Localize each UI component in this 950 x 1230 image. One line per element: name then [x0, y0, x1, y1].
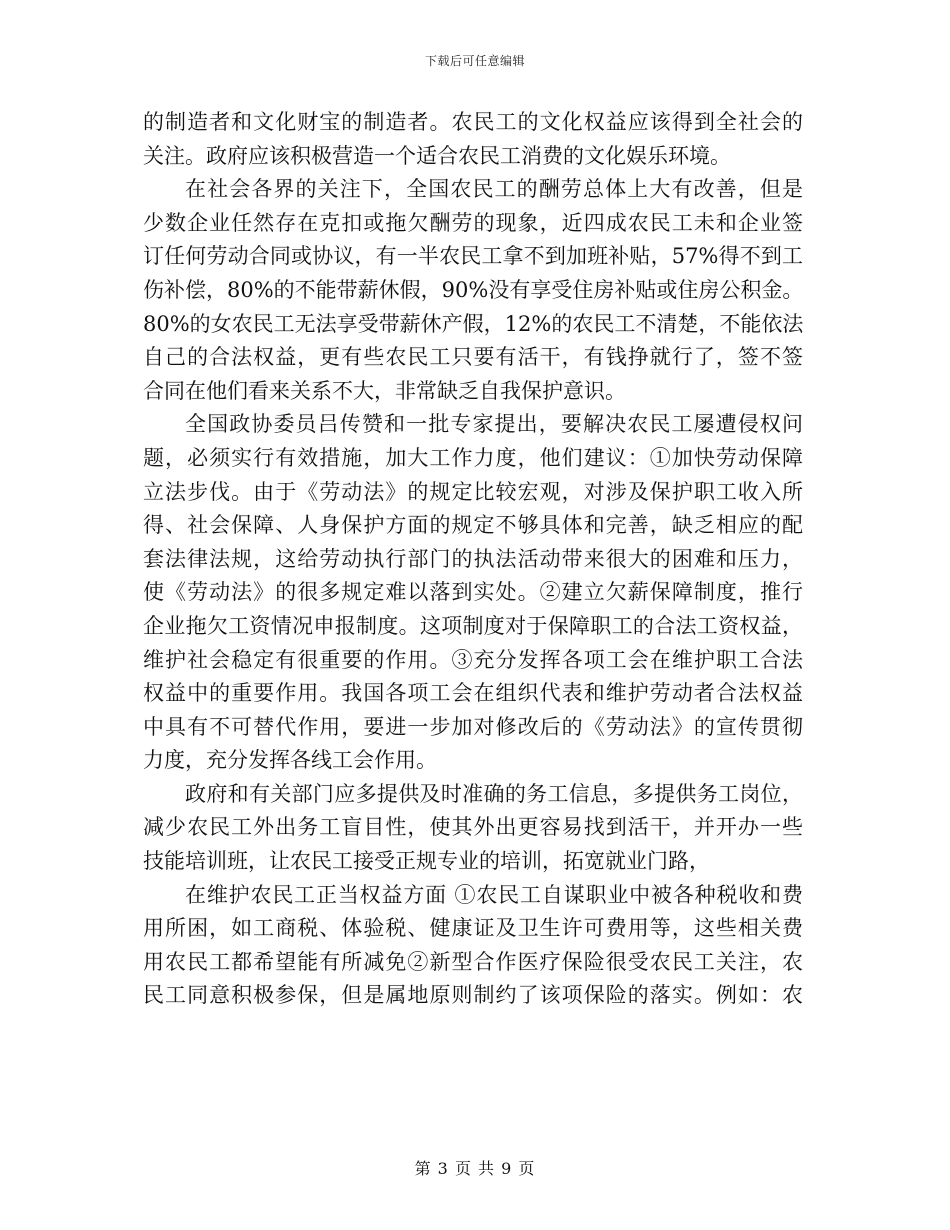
page-number: 第 3 页 共 9 页	[414, 1159, 536, 1178]
text-line: 合同在他们看来关系不大，非常缺乏自我保护意识。	[143, 378, 626, 403]
text-line: 订任何劳动合同或协议，有一半农民工拿不到加班补贴，57%得不到工	[143, 244, 803, 269]
text-line: 题，必须实行有效措施，加大工作力度，他们建议：①加快劳动保障	[143, 445, 803, 470]
text-line: 使《劳动法》的很多规定难以落到实处。②建立欠薪保障制度，推行	[143, 580, 803, 605]
text-line: 用农民工都希望能有所减免②新型合作医疗保险很受农民工关注，农	[143, 949, 803, 974]
text-line: 立法步伐。由于《劳动法》的规定比较宏观，对涉及保护职工收入所	[143, 479, 803, 504]
page-header: 下载后可任意编辑	[424, 54, 525, 68]
text-line: 技能培训班，让农民工接受正规专业的培训，拓宽就业门路，	[143, 849, 710, 874]
text-line: 中具有不可替代作用，要进一步加对修改后的《劳动法》的宣传贯彻	[143, 714, 803, 739]
text-line: 关注。政府应该积极营造一个适合农民工消费的文化娱乐环境。	[143, 143, 731, 168]
text-line: 的制造者和文化财宝的制造者。农民工的文化权益应该得到全社会的	[143, 110, 803, 134]
text-line: 得、社会保障、人身保护方面的规定不够具体和完善，缺乏相应的配	[143, 513, 803, 538]
text-line: 维护社会稳定有很重要的作用。③充分发挥各项工会在维护职工合法	[143, 647, 803, 672]
text-line: 企业拖欠工资情况申报制度。这项制度对于保障职工的合法工资权益，	[143, 613, 803, 638]
text-line: 权益中的重要作用。我国各项工会在组织代表和维护劳动者合法权益	[143, 681, 803, 706]
text-line: 减少农民工外出务工盲目性，使其外出更容易找到活干，并开办一些	[143, 815, 803, 840]
text-line: 全国政协委员吕传赞和一批专家提出，要解决农民工屡遭侵权问	[185, 412, 803, 437]
text-line: 力度，充分发挥各线工会作用。	[143, 748, 437, 773]
text-line: 伤补偿，80%的不能带薪休假，90%没有享受住房补贴或住房公积金。	[143, 277, 804, 302]
text-line: 在社会各界的关注下，全国农民工的酬劳总体上大有改善，但是	[185, 177, 803, 202]
text-line: 80%的女农民工无法享受带薪休产假，12%的农民工不清楚，不能依法	[143, 311, 804, 336]
text-line: 少数企业任然存在克扣或拖欠酬劳的现象，近四成农民工未和企业签	[143, 210, 803, 235]
text-line: 民工同意积极参保，但是属地原则制约了该项保险的落实。例如：农	[143, 983, 803, 1008]
text-line: 用所困，如工商税、体验税、健康证及卫生许可费用等，这些相关费	[143, 916, 803, 941]
document-body	[143, 106, 803, 1013]
text-line: 在维护农民工正当权益方面 ①农民工自谋职业中被各种税收和费	[185, 882, 803, 907]
text-line: 政府和有关部门应多提供及时准确的务工信息，多提供务工岗位，	[185, 781, 803, 806]
text-line: 自己的合法权益，更有些农民工只要有活干，有钱挣就行了，签不签	[143, 345, 803, 370]
text-line: 套法律法规，这给劳动执行部门的执法活动带来很大的困难和压力，	[143, 546, 803, 571]
